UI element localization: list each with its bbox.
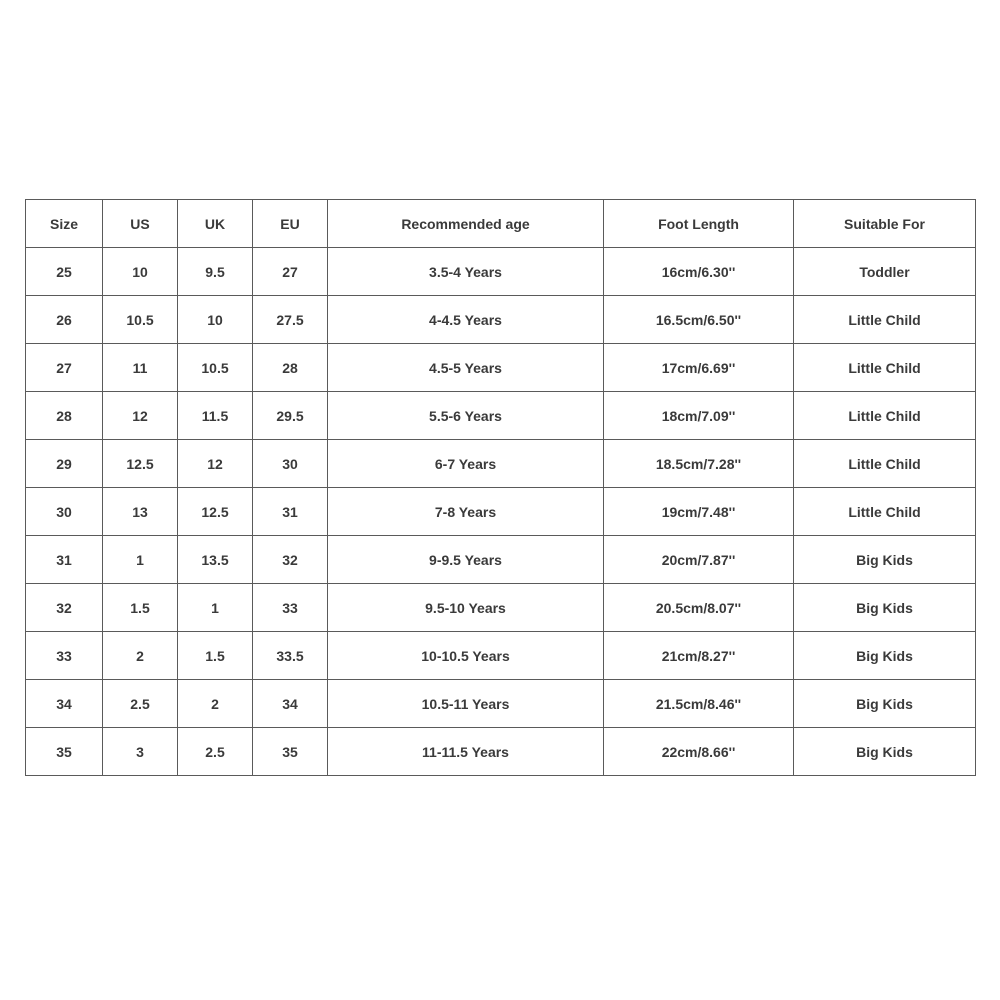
suitable-for-cell: Little Child — [794, 344, 976, 392]
us-cell: 12.5 — [103, 440, 178, 488]
suitable-for-cell: Big Kids — [794, 584, 976, 632]
recommended-age-cell: 9.5-10 Years — [328, 584, 604, 632]
suitable-for-cell: Toddler — [794, 248, 976, 296]
uk-cell: 9.5 — [178, 248, 253, 296]
size-cell: 30 — [26, 488, 103, 536]
uk-cell: 1 — [178, 584, 253, 632]
recommended-age-cell: 10-10.5 Years — [328, 632, 604, 680]
foot-length-cell: 16.5cm/6.50'' — [604, 296, 794, 344]
header-suitable-for: Suitable For — [794, 200, 976, 248]
foot-length-cell: 21.5cm/8.46'' — [604, 680, 794, 728]
foot-length-cell: 16cm/6.30'' — [604, 248, 794, 296]
uk-cell: 1.5 — [178, 632, 253, 680]
eu-cell: 33.5 — [253, 632, 328, 680]
size-cell: 31 — [26, 536, 103, 584]
table-row — [26, 680, 976, 728]
recommended-age-cell: 9-9.5 Years — [328, 536, 604, 584]
us-cell: 3 — [103, 728, 178, 776]
table-row — [26, 344, 976, 392]
header-recommended-age: Recommended age — [328, 200, 604, 248]
size-chart-body — [26, 248, 976, 776]
foot-length-cell: 18cm/7.09'' — [604, 392, 794, 440]
eu-cell: 33 — [253, 584, 328, 632]
recommended-age-cell: 6-7 Years — [328, 440, 604, 488]
size-chart-table — [25, 199, 976, 776]
foot-length-cell: 21cm/8.27'' — [604, 632, 794, 680]
recommended-age-cell: 4-4.5 Years — [328, 296, 604, 344]
recommended-age-cell: 5.5-6 Years — [328, 392, 604, 440]
us-cell: 2.5 — [103, 680, 178, 728]
uk-cell: 2.5 — [178, 728, 253, 776]
us-cell: 2 — [103, 632, 178, 680]
eu-cell: 30 — [253, 440, 328, 488]
suitable-for-cell: Big Kids — [794, 680, 976, 728]
table-row — [26, 440, 976, 488]
suitable-for-cell: Little Child — [794, 392, 976, 440]
us-cell: 10 — [103, 248, 178, 296]
us-cell: 11 — [103, 344, 178, 392]
us-cell: 1 — [103, 536, 178, 584]
foot-length-cell: 18.5cm/7.28'' — [604, 440, 794, 488]
uk-cell: 11.5 — [178, 392, 253, 440]
foot-length-cell: 22cm/8.66'' — [604, 728, 794, 776]
foot-length-cell: 20.5cm/8.07'' — [604, 584, 794, 632]
recommended-age-cell: 4.5-5 Years — [328, 344, 604, 392]
suitable-for-cell: Little Child — [794, 296, 976, 344]
header-us: US — [103, 200, 178, 248]
suitable-for-cell: Little Child — [794, 440, 976, 488]
eu-cell: 27.5 — [253, 296, 328, 344]
eu-cell: 35 — [253, 728, 328, 776]
table-row — [26, 632, 976, 680]
size-cell: 26 — [26, 296, 103, 344]
foot-length-cell: 17cm/6.69'' — [604, 344, 794, 392]
suitable-for-cell: Big Kids — [794, 728, 976, 776]
eu-cell: 29.5 — [253, 392, 328, 440]
suitable-for-cell: Little Child — [794, 488, 976, 536]
table-row — [26, 488, 976, 536]
size-cell: 35 — [26, 728, 103, 776]
table-row — [26, 248, 976, 296]
size-cell: 29 — [26, 440, 103, 488]
us-cell: 1.5 — [103, 584, 178, 632]
suitable-for-cell: Big Kids — [794, 632, 976, 680]
recommended-age-cell: 11-11.5 Years — [328, 728, 604, 776]
recommended-age-cell: 10.5-11 Years — [328, 680, 604, 728]
us-cell: 13 — [103, 488, 178, 536]
uk-cell: 12.5 — [178, 488, 253, 536]
recommended-age-cell: 7-8 Years — [328, 488, 604, 536]
uk-cell: 10 — [178, 296, 253, 344]
table-row — [26, 728, 976, 776]
recommended-age-cell: 3.5-4 Years — [328, 248, 604, 296]
eu-cell: 32 — [253, 536, 328, 584]
header-eu: EU — [253, 200, 328, 248]
uk-cell: 2 — [178, 680, 253, 728]
table-row — [26, 392, 976, 440]
eu-cell: 27 — [253, 248, 328, 296]
size-cell: 28 — [26, 392, 103, 440]
header-row — [26, 200, 976, 248]
uk-cell: 10.5 — [178, 344, 253, 392]
table-row — [26, 536, 976, 584]
size-cell: 25 — [26, 248, 103, 296]
suitable-for-cell: Big Kids — [794, 536, 976, 584]
us-cell: 10.5 — [103, 296, 178, 344]
size-cell: 27 — [26, 344, 103, 392]
size-cell: 32 — [26, 584, 103, 632]
table-row — [26, 296, 976, 344]
eu-cell: 31 — [253, 488, 328, 536]
size-cell: 33 — [26, 632, 103, 680]
foot-length-cell: 20cm/7.87'' — [604, 536, 794, 584]
size-cell: 34 — [26, 680, 103, 728]
eu-cell: 34 — [253, 680, 328, 728]
eu-cell: 28 — [253, 344, 328, 392]
header-size: Size — [26, 200, 103, 248]
foot-length-cell: 19cm/7.48'' — [604, 488, 794, 536]
header-uk: UK — [178, 200, 253, 248]
header-foot-length: Foot Length — [604, 200, 794, 248]
uk-cell: 13.5 — [178, 536, 253, 584]
table-row — [26, 584, 976, 632]
uk-cell: 12 — [178, 440, 253, 488]
us-cell: 12 — [103, 392, 178, 440]
